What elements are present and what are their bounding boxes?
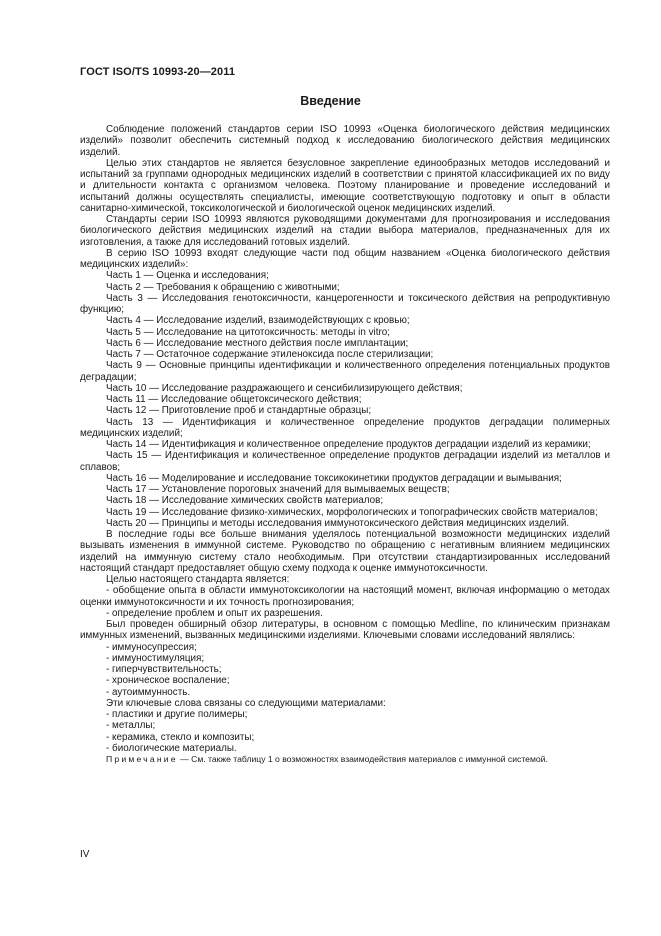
list-item: Часть 6 — Исследование местного действия после имплантации; <box>106 337 409 349</box>
list-item: Часть 17 — Установление пороговых значений для вымываемых веществ; <box>106 484 450 495</box>
list-item: Часть 14 — Идентификация и количественное определение продуктов деградации изделий из керамики; <box>106 439 591 450</box>
list-item: - иммуносупрессия; <box>106 641 197 653</box>
list-item: Часть 2 — Требования к обращению с животными; <box>106 281 340 293</box>
paragraph: Был проведен обширный обзор литературы, в основном с помощью Medline, по клиническим признакам иммунных изменений, вызванных медицинскими изделиями. Ключевыми словами исследований являлись: <box>80 619 610 642</box>
list-item: - керамика, стекло и композиты; <box>106 731 255 743</box>
list-item: Часть 3 — Исследования генотоксичности, канцерогенности и токсического действия на репродуктивную функцию; <box>80 292 610 315</box>
list-item: - металлы; <box>106 720 156 732</box>
paragraph: Целью настоящего стандарта является: <box>106 574 290 585</box>
list-item: Часть 1 — Оценка и исследования; <box>106 270 269 282</box>
note <box>80 754 610 765</box>
list-item: Часть 16 — Моделирование и исследование токсикокинетики продуктов деградации и вымывания; <box>106 472 562 484</box>
paragraph: Эти ключевые слова связаны со следующими материалами: <box>106 697 386 709</box>
list-item: Часть 15 — Идентификация и количественное определение продуктов деградации изделий из металлов и сплавов; <box>80 450 610 473</box>
list-item: Часть 20 — Принципы и методы исследования иммунотоксического действия медицинских изделий. <box>106 517 570 529</box>
list-item: - гиперчувствительность; <box>106 664 222 675</box>
paragraph: Стандарты серии ISO 10993 являются руководящими документами для прогнозирования и исследования биологического действия медицинских изделий на стадии выбора материалов, предназначенных для их изготовления, а также для исследований готовых изделий. <box>80 214 610 248</box>
list-item: Часть 10 — Исследование раздражающего и сенсибилизирующего действия; <box>106 382 463 394</box>
list-item: Часть 18 — Исследование химических свойств материалов; <box>106 495 384 507</box>
list-item: Часть 13 — Идентификация и количественное определение продуктов деградации полимерных медицинских изделий; <box>80 416 610 439</box>
list-item: - пластики и другие полимеры; <box>106 709 248 720</box>
note-text: — См. также таблицу 1 о возможностях взаимодействия материалов с иммунной системой. <box>177 754 548 764</box>
page-number: IV <box>80 849 90 860</box>
list-item: - биологические материалы. <box>106 742 237 754</box>
paragraph: - определение проблем и опыт их разрешения. <box>106 607 323 619</box>
paragraph: Соблюдение положений стандартов серии ISO 10993 «Оценка биологического действия медицинских изделий» позволит обеспечить системный подход к исследованию биологического действия медицинских изделий. <box>80 124 610 158</box>
list-item: Часть 4 — Исследование изделий, взаимодействующих с кровью; <box>106 315 410 327</box>
section-title: Введение <box>300 94 361 108</box>
paragraph: В последние годы все больше внимания уделялось потенциальной возможности медицинских изделий вызывать изменения в иммунной системе. Руководство по обращению с негативным влиянием медицинских изделий на иммунную систему стало необходимым. При отсутствии стандартизированных исследований настоящий стандарт предоставляет общую схему подхода к оценке иммунотоксичности. <box>80 529 610 574</box>
list-item: Часть 7 — Остаточное содержание этиленоксида после стерилизации; <box>106 349 434 360</box>
parts-list <box>80 270 610 529</box>
list-item: Часть 5 — Исследование на цитотоксичность: методы in vitro; <box>106 326 390 338</box>
list-item: Часть 19 — Исследование физико-химических, морфологических и топографических свойств материалов; <box>106 506 598 518</box>
paragraph: Целью этих стандартов не является безусловное закрепление единообразных методов исследований и испытаний за группами однородных медицинских изделий в соответствии с принятой классификацией их по виду и длительности контакта с организмом человека. Поэтому планирование и проведение исследований и испытаний должны осуществлять специалисты, имеющие соответствующую подготовку и опыт в области санитарно-химической, токсикологической и биологической оценок медицинских изделий. <box>80 157 610 214</box>
note-label: Примечание <box>106 754 178 764</box>
materials-list <box>80 709 610 754</box>
paragraph: - обобщение опыта в области иммунотоксикологии на настоящий момент, включая информацию о методах оценки иммунотоксичности и их точность прогнозирования; <box>80 585 610 608</box>
list-item: Часть 12 — Приготовление проб и стандартные образцы; <box>106 405 372 417</box>
list-item: - хроническое воспаление; <box>106 675 230 687</box>
list-item: Часть 9 — Основные принципы идентификации и количественного определения потенциальных продуктов деградации; <box>80 360 610 383</box>
list-item: - иммуностимуляция; <box>106 652 205 664</box>
list-item: Часть 11 — Исследование общетоксического действия; <box>106 394 362 405</box>
document-header: ГОСТ ISO/TS 10993-20—2011 <box>80 66 236 78</box>
document-body <box>80 124 610 765</box>
keywords-list <box>80 642 610 698</box>
list-item: - аутоиммунность. <box>106 686 191 698</box>
paragraph: В серию ISO 10993 входят следующие части под общим названием «Оценка биологического действия медицинских изделий»: <box>80 247 610 270</box>
